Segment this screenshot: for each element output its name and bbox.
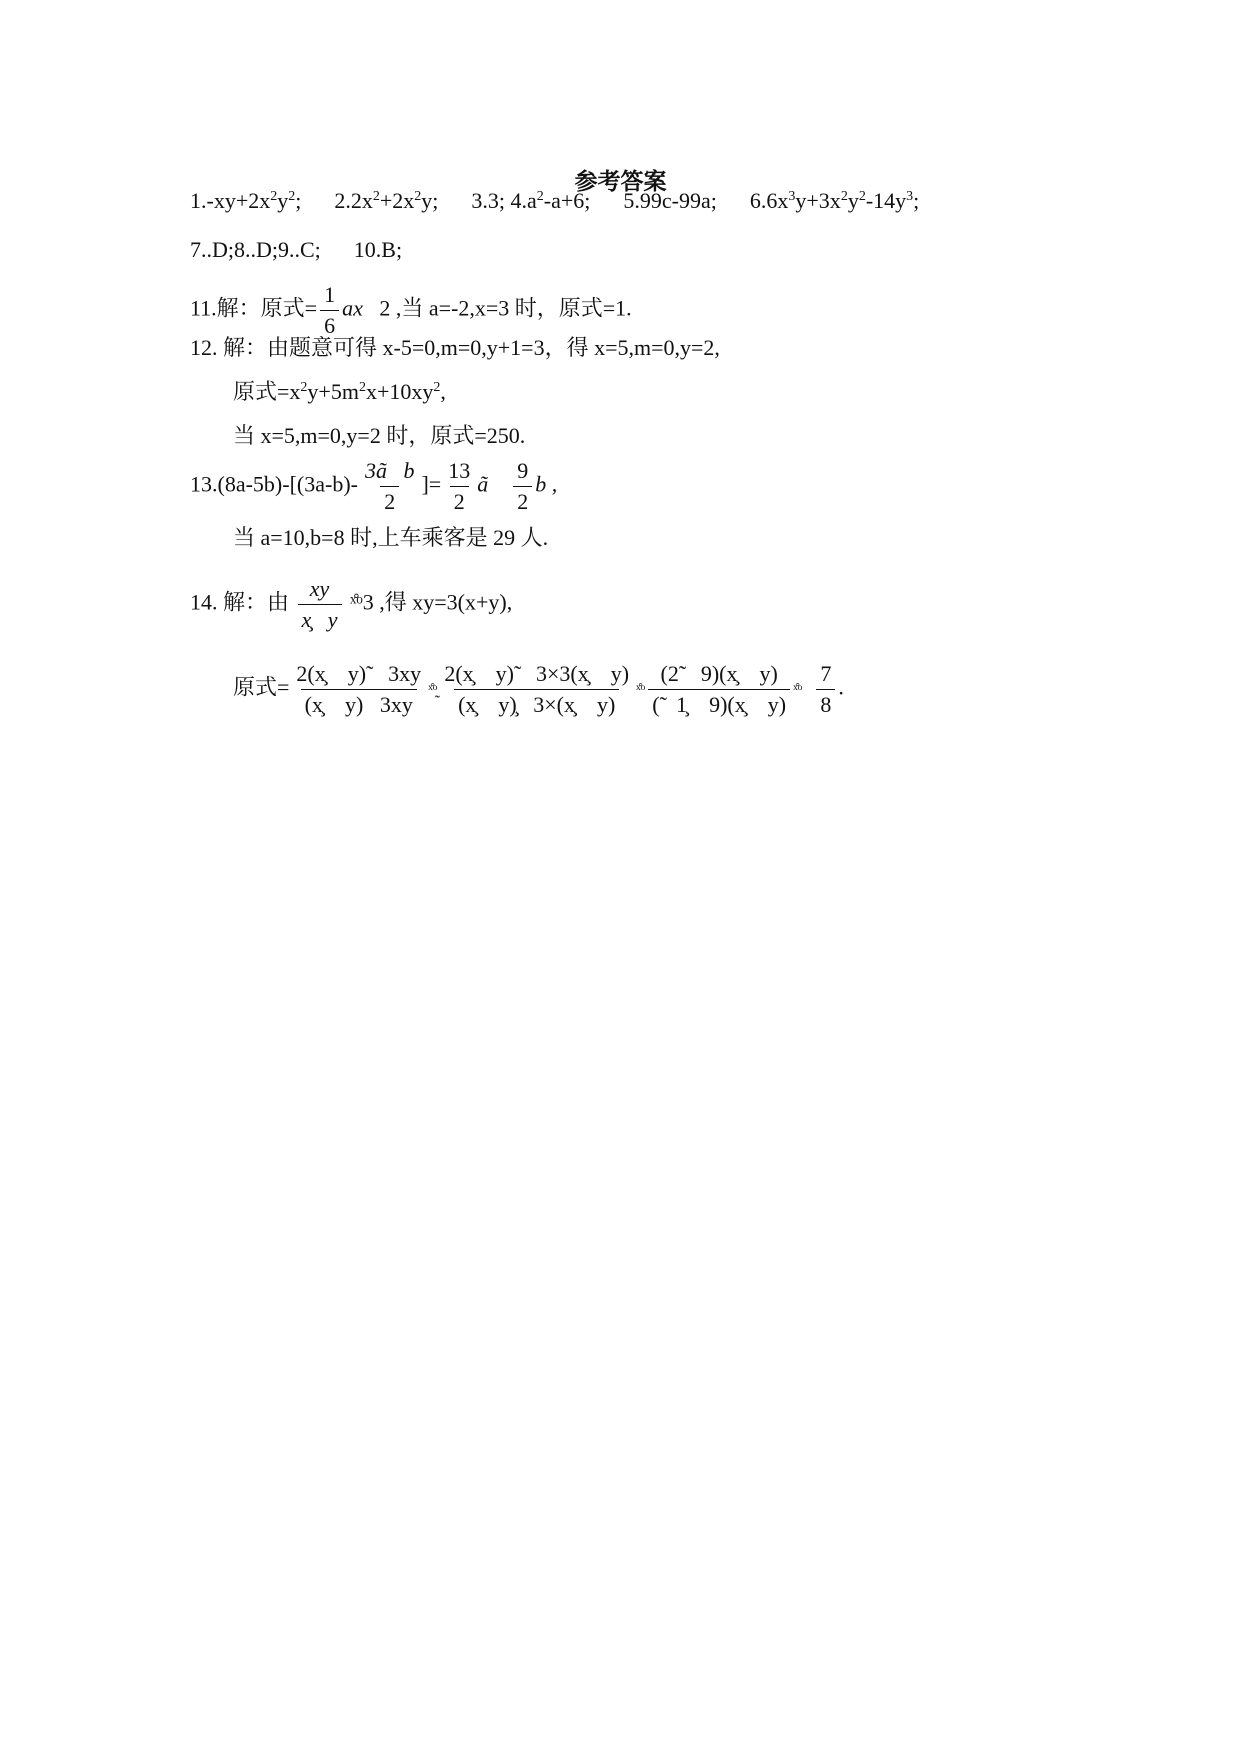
fraction: $\frac{xy}{x̧ y}$: [298, 576, 342, 633]
answers-1-6: [190, 187, 919, 215]
answer-1: $1.-xy+2x^2y^2$;: [190, 188, 302, 213]
answer-12-line-3: 当 x=5,m=0,y=2 时，原式=250.: [233, 423, 526, 448]
answer-5: 5.99c-99a;: [623, 188, 717, 213]
page-title: 参考答案: [574, 169, 667, 195]
answer-13-line-2: 当 a=10,b=8 时,上车乘客是 29 人.: [233, 525, 549, 550]
answer-4: $4.a^2-a+6$;: [510, 188, 591, 213]
answer-14-line-2: 原式= $\frac{2(x̧ y)̃ 3xy}{(x̧ y) 3xy}$ ˣ̊ᵒ̰ $\frac{2(x̧ y)̃ 3\times 3(x̧ y)}{(x̧ y)̧ 3\times(x̧ y)}$ ˣ̊ᵒ $\frac{(2̃ 9)(x̧ y)}{(̃ 1̧ 9)(x̧ y)}$ ˣ̊ᵒ $\frac{7}{8}$ .: [233, 661, 844, 717]
answer-13: 13.(8a-5b)-[(3a-b)- $\frac{\text{3ã b}}{2}$ ]= $\frac{13}{2}$ ã $\frac{9}{2}$ b ,: [190, 458, 558, 514]
answer-6: $6.6x^3y+3x^2y^2-14y^3$;: [749, 188, 920, 213]
fraction: $\frac{2(x̧ y)̃ 3\times 3(x̧ y)}{(x̧ y)̧ 3\times(x̧ y)}$: [444, 661, 630, 717]
fraction: $\frac{1}{6}$: [320, 282, 339, 339]
answer-11: 11.解：原式= $\frac{1}{6}$ ax 2 ,当 a=-2,x=3 时，原式=1.: [190, 282, 632, 338]
answer-12-line-2: 原式$=x^2y+5m^2x+10xy^2$,: [233, 379, 446, 404]
fraction: $\frac{(2̃ 9)(x̧ y)}{(̃ 1̧ 9)(x̧ y)}$: [648, 661, 790, 718]
fraction: $\frac{2(x̧ y)̃ 3xy}{(x̧ y) 3xy}$: [296, 661, 422, 717]
answer-14: 14. 解：由 $\frac{xy}{x̧ y}$ ˣ̊ᵒ3 ,得 xy=3(x+y),: [190, 576, 513, 632]
fraction: $\frac{\text{3ã b}}{2}$: [364, 458, 415, 514]
answers-7-10: 7..D;8..D;9..C; 10.B;: [190, 237, 403, 262]
fraction: $\frac{13}{2}$: [448, 458, 471, 514]
answer-12-line-1: 12. 解：由题意可得 x-5=0,m=0,y+1=3，得 x=5,m=0,y=2,: [190, 335, 720, 360]
fraction: $\frac{9}{2}$: [513, 458, 532, 515]
answer-3: 3.3;: [471, 188, 506, 213]
fraction: $\frac{7}{8}$: [816, 661, 835, 718]
answer-2: $2.2x^2+2x^2y$;: [334, 188, 439, 213]
